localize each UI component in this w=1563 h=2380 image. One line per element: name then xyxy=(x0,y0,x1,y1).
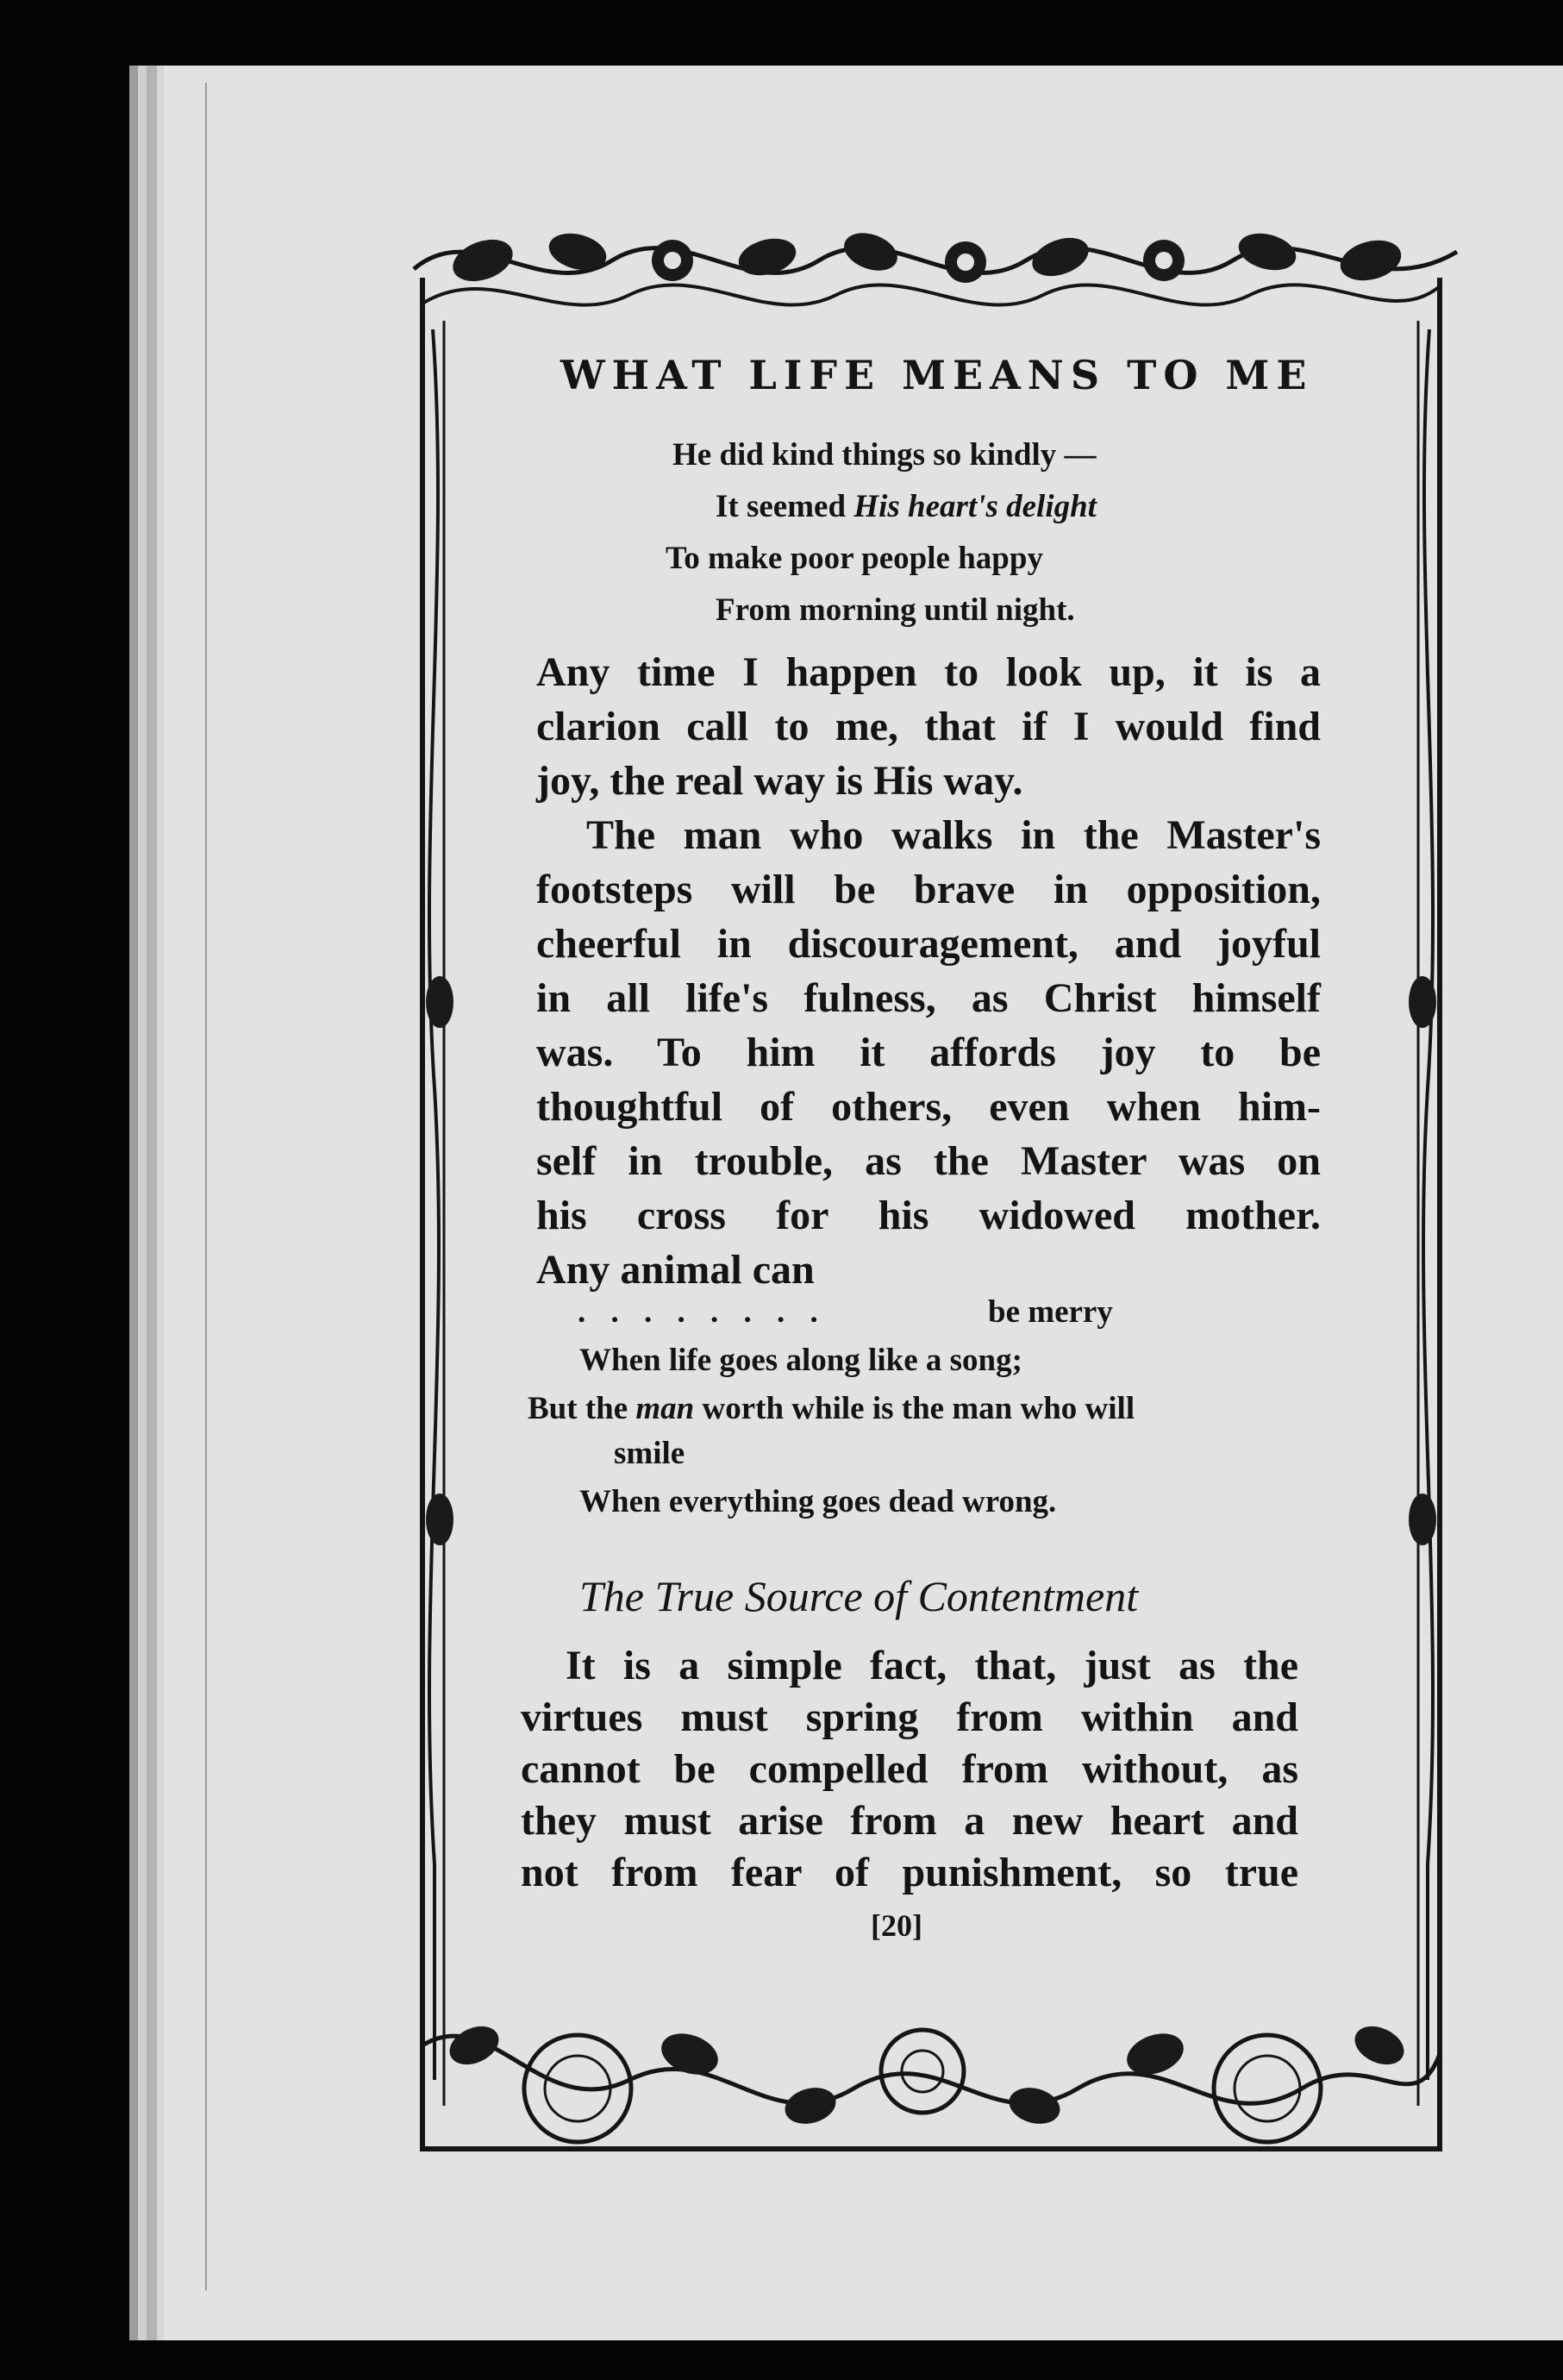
body-text-line: joy, the real way is His way. xyxy=(536,758,1023,804)
body-text-line: footsteps will be brave in opposition, xyxy=(536,867,1321,912)
poem-line-text: It seemed xyxy=(716,489,854,524)
body-text-line: thoughtful of others, even when him- xyxy=(536,1084,1321,1130)
poem-line-italic: His heart's delight xyxy=(853,489,1097,524)
page-edge-line xyxy=(205,83,207,2290)
poem-line: To make poor people happy xyxy=(666,541,1043,576)
body-text-line: It is a simple fact, that, just as the xyxy=(566,1643,1298,1688)
ellipsis-dots: . . . . . . . . xyxy=(578,1294,827,1330)
body-text-line: self in trouble, as the Master was on xyxy=(536,1138,1321,1184)
poem-line: He did kind things so kindly — xyxy=(672,437,1097,473)
section-heading: The True Source of Contentment xyxy=(579,1572,1139,1620)
body-text-line: clarion call to me, that if I would find xyxy=(536,704,1321,749)
body-text-line: Any time I happen to look up, it is a xyxy=(536,649,1321,695)
poem-line-text: worth while is the man who will xyxy=(694,1391,1135,1426)
poem-line-text: But the xyxy=(528,1391,636,1426)
body-text-line: his cross for his widowed mother. xyxy=(536,1193,1321,1238)
body-text-line: cannot be compelled from without, as xyxy=(521,1746,1298,1792)
poem-line: When life goes along like a song; xyxy=(579,1343,1022,1378)
poem-line: When everything goes dead wrong. xyxy=(579,1484,1057,1519)
poem-line-italic: man xyxy=(635,1391,695,1426)
body-text-line: in all life's fulness, as Christ himself xyxy=(536,975,1321,1021)
page-number: [20] xyxy=(871,1908,922,1943)
poem-line xyxy=(528,1390,1135,1427)
poem-line: From morning until night. xyxy=(716,592,1075,628)
body-text-line: virtues must spring from within and xyxy=(521,1694,1298,1740)
poem-line xyxy=(716,488,1097,525)
body-text-line: not from fear of punishment, so true xyxy=(521,1850,1298,1895)
body-text-line: Any animal can xyxy=(536,1247,815,1293)
body-text-line: The man who walks in the Master's xyxy=(586,812,1321,858)
running-header-title: WHAT LIFE MEANS TO ME xyxy=(560,352,1314,398)
poem-line: be merry xyxy=(988,1294,1113,1330)
body-text-line: cheerful in discouragement, and joyful xyxy=(536,921,1321,967)
poem-line: smile xyxy=(614,1436,685,1471)
body-text-line: they must arise from a new heart and xyxy=(521,1798,1298,1844)
body-text-line: was. To him it affords joy to be xyxy=(536,1030,1321,1075)
